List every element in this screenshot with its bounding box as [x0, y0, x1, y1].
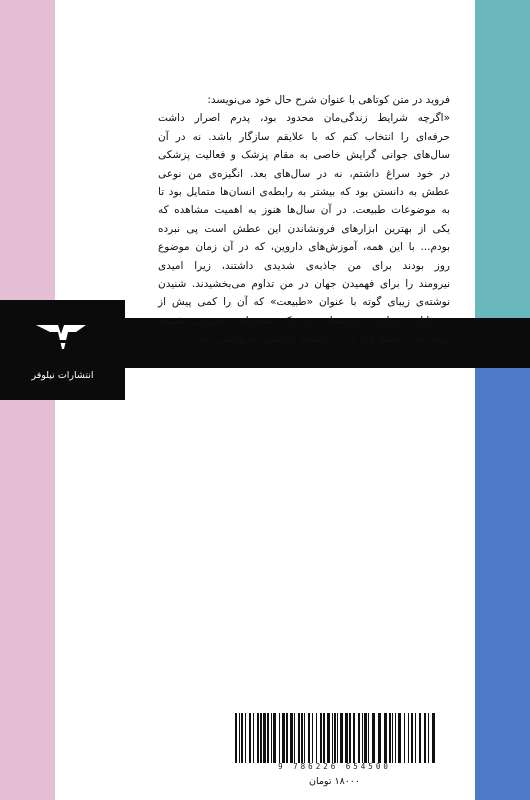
barcode-digits: 9 786226 654500 [278, 762, 391, 771]
barcode-bar [241, 713, 243, 763]
barcode-bar [368, 713, 369, 763]
left-color-strip [0, 0, 55, 800]
barcode-bars [231, 713, 438, 763]
barcode-bar [432, 713, 435, 763]
barcode-bar [340, 713, 343, 763]
barcode-bar [364, 713, 367, 763]
barcode-bar [353, 713, 355, 763]
barcode-bar [408, 713, 409, 763]
barcode-bar [327, 713, 330, 763]
back-cover-text [158, 91, 450, 349]
right-color-strip-bottom [475, 368, 530, 800]
text-line: در خود سراغ داشتم، نه در سال‌های بعد. انگیزه‌ی من نوعی [158, 167, 450, 180]
barcode-bar [323, 713, 325, 763]
text-line: «اگرچه شرایط زندگی‌مان محدود بود، پدرم اصرار داشت [158, 112, 450, 125]
barcode-bar [389, 713, 391, 763]
barcode-bar [279, 713, 280, 763]
barcode-bar [398, 713, 401, 763]
barcode-bar [411, 713, 413, 763]
barcode-bar [378, 713, 381, 763]
barcode-bar [358, 713, 360, 763]
text-line: حرفه‌ای را انتخاب کنم که با علایقم سازگار باشد. نه در آن [158, 130, 450, 143]
barcode-bar [267, 713, 269, 763]
barcode-bar [286, 713, 288, 763]
text-line: عطش به دانستن بود که بیشتر به رابطه‌ی انسان‌ها متمایل بود تا [158, 186, 450, 199]
text-line: یکی از بهترین ابزارهای فرونشاندن این عطش است پی نبرده [158, 222, 450, 235]
barcode-bar [428, 713, 429, 763]
barcode-bar [308, 713, 310, 763]
price-label: ۱۸۰۰۰ تومان [308, 776, 361, 787]
publisher-name: انتشارات نیلوفر [31, 370, 94, 381]
text-line: به موضوعات طبیعت. در آن سال‌ها هنوز به اهمیت مشاهده که [158, 204, 450, 217]
text-line: به پایان رساندن دبیرستان در یک سخنرانی عمومی شنیده [158, 314, 450, 327]
barcode-bar [337, 713, 338, 763]
text-line: نیرومند را برای فهمیدن جهان در من تداوم می‌بخشیدند. شنیدن [158, 278, 450, 291]
text-line: نوشته‌ی زیبای گوته با عنوان «طبیعت» که آن را کمی پیش از [158, 296, 450, 309]
barcode-bar [404, 713, 405, 763]
barcode-bar [257, 713, 259, 763]
barcode-bar [249, 713, 251, 763]
barcode-bar [290, 713, 293, 763]
barcode-bar [294, 713, 295, 763]
barcode-bar [392, 713, 393, 763]
barcode-bar [320, 713, 322, 763]
barcode-bar [239, 713, 240, 763]
barcode-bar [304, 713, 305, 763]
text-line: بودم... با این همه، آموزش‌های داروین، که در آن زمان موضوع [158, 241, 450, 254]
barcode-bar [260, 713, 262, 763]
barcode-bar [345, 713, 348, 763]
barcode-bar [263, 713, 266, 763]
text-line: روز بودند برای من جاذبه‌ی شدیدی داشتند، زیرا امیدی [158, 259, 450, 272]
barcode-bar [235, 713, 237, 763]
nilufar-logo-icon [28, 322, 98, 352]
barcode [231, 713, 438, 773]
barcode-bar [316, 713, 317, 763]
barcode-bar [253, 713, 254, 763]
barcode-bar [349, 713, 351, 763]
barcode-bar [298, 713, 300, 763]
right-color-strip-top [475, 0, 530, 318]
barcode-bar [372, 713, 375, 763]
text-line: فروید در متن کوتاهی با عنوان شرح حال خود می‌نویسد: [207, 94, 450, 106]
text-line: بودم، مرا مصمم کرد که در رشته‌ی پزشکی نام‌نویسی کنم». [189, 333, 450, 346]
barcode-bar [424, 713, 426, 763]
barcode-bar [282, 713, 285, 763]
text-line: سال‌های جوانی گرایش خاصی به مقام پزشک و فعالیت پزشکی [158, 149, 450, 162]
barcode-bar [271, 713, 272, 763]
barcode-bar [312, 713, 313, 763]
barcode-bar [419, 713, 421, 763]
barcode-bar [273, 713, 276, 763]
barcode-bar [415, 713, 416, 763]
barcode-bar [245, 713, 246, 763]
barcode-bar [301, 713, 303, 763]
barcode-bar [362, 713, 363, 763]
barcode-bar [395, 713, 396, 763]
barcode-bar [334, 713, 336, 763]
barcode-bar [384, 713, 387, 763]
barcode-bar [332, 713, 333, 763]
